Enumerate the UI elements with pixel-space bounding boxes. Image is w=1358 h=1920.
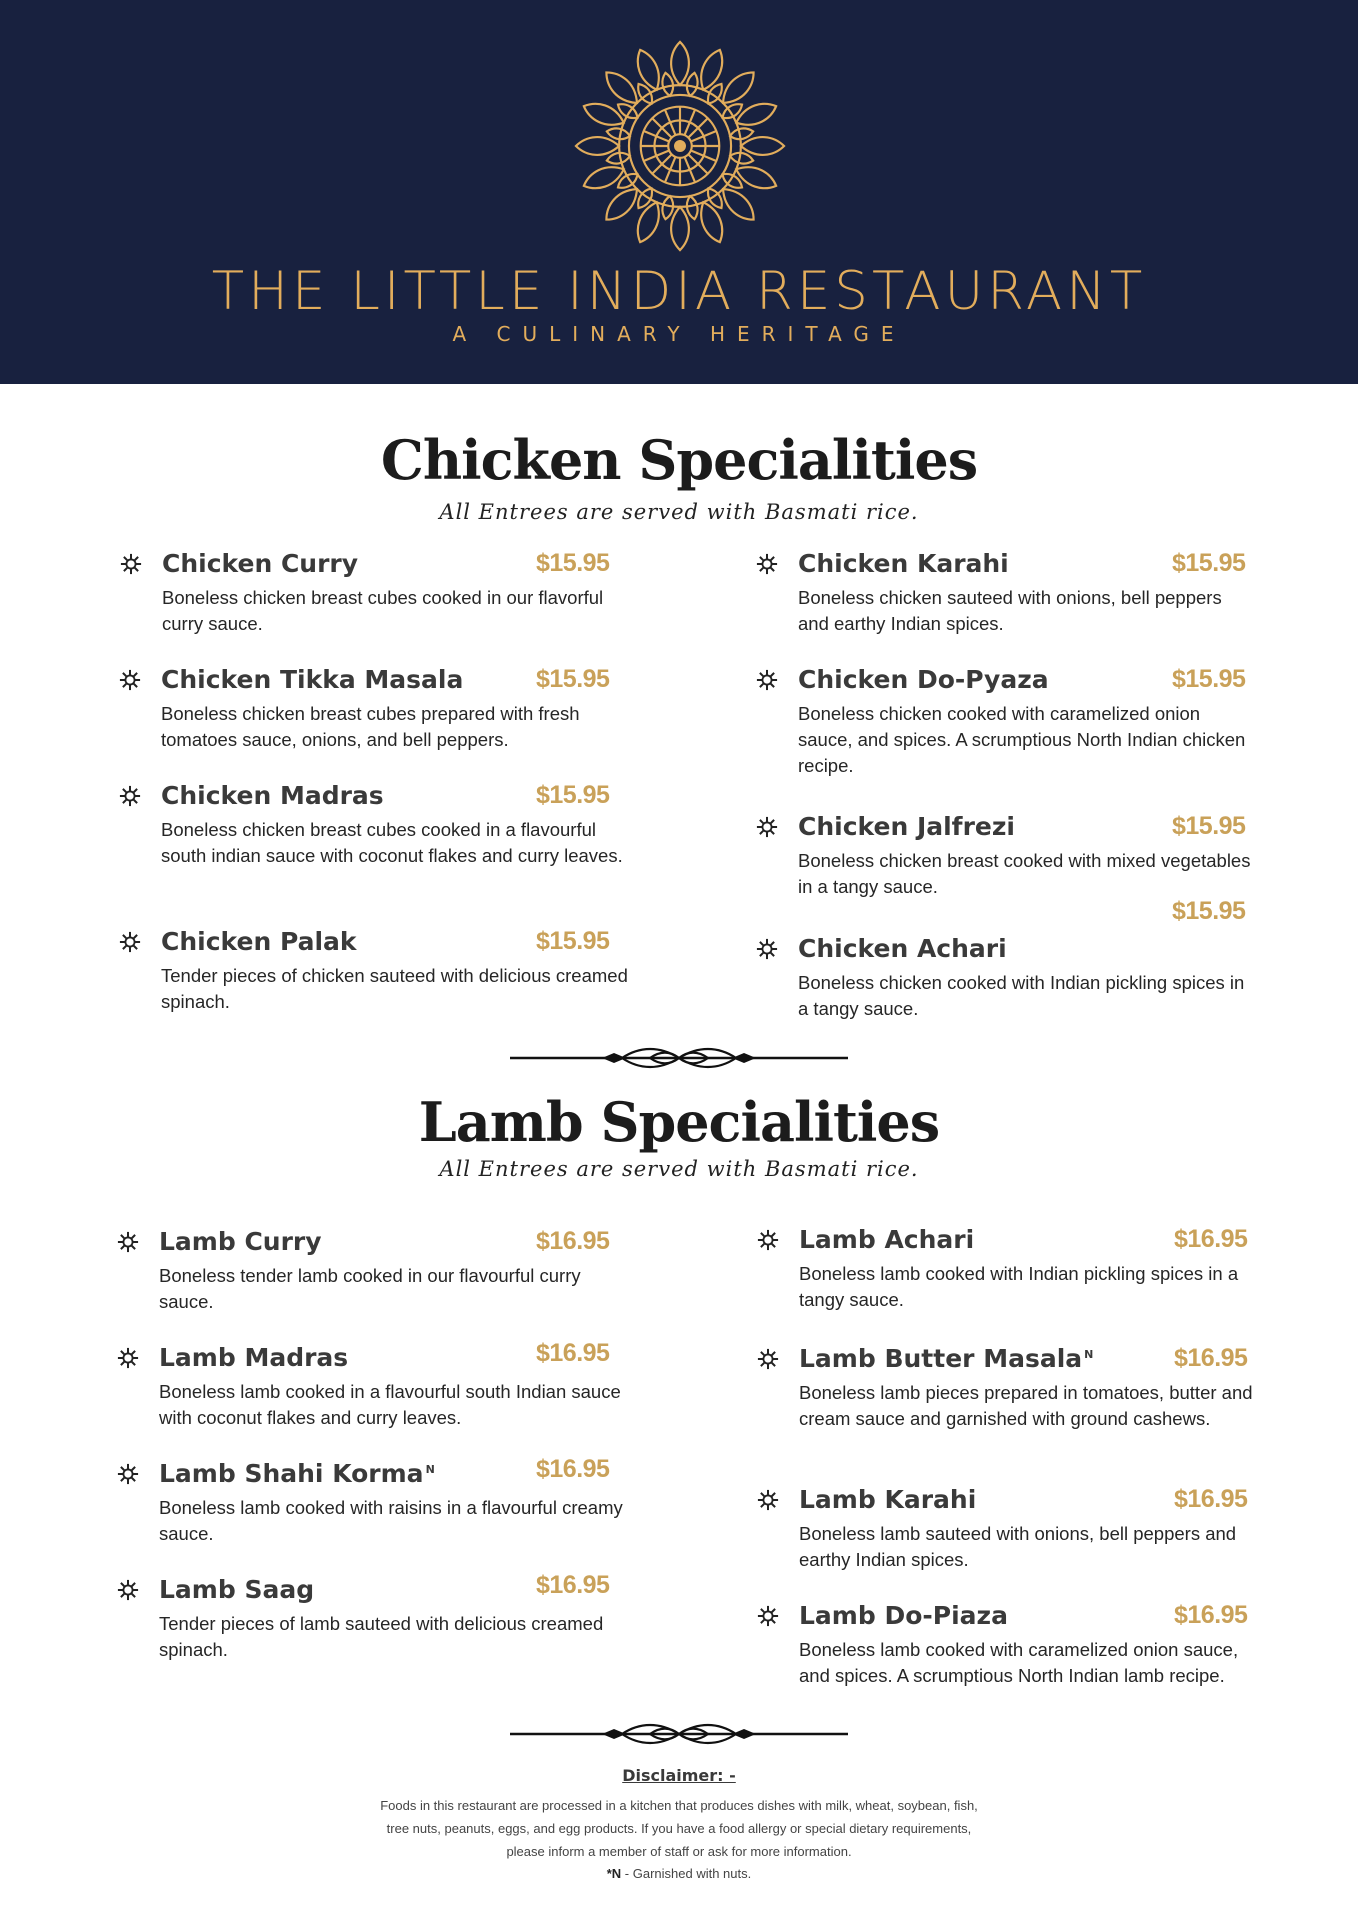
star-icon (757, 1348, 779, 1370)
item-price: $16.95 (536, 1227, 610, 1255)
item-price: $15.95 (1172, 897, 1246, 925)
item-description: Boneless tender lamb cooked in our flavourful curry sauce. (159, 1265, 581, 1312)
star-icon (120, 553, 142, 575)
item-description: Boneless lamb cooked with raisins in a flavourful creamy sauce. (159, 1497, 623, 1544)
item-description: Tender pieces of lamb sauteed with delicious creamed spinach. (159, 1613, 604, 1660)
item-description: Boneless chicken cooked with caramelized onion sauce, and spices. A scrumptious North Indian chicken recipe. (798, 703, 1246, 776)
header-banner (0, 0, 1358, 384)
star-icon (119, 931, 141, 953)
star-icon (119, 785, 141, 807)
lamb-section-subtitle: All Entrees are served with Basmati rice. (439, 1157, 919, 1181)
nuts-mark: N (1084, 1348, 1094, 1361)
item-description: Boneless lamb cooked with caramelized onion sauce, and spices. A scrumptious North Indian lamb recipe. (799, 1639, 1239, 1686)
star-icon (757, 1489, 779, 1511)
item-name: Chicken Curry (162, 549, 359, 578)
item-price: $16.95 (1174, 1485, 1248, 1513)
item-price: $15.95 (536, 665, 610, 693)
star-icon (756, 669, 778, 691)
item-name: Lamb Do-Piaza (799, 1601, 1008, 1630)
item-name: Chicken Do-Pyaza (798, 665, 1049, 694)
chicken-section-subtitle: All Entrees are served with Basmati rice. (439, 500, 919, 524)
note-key: *N (606, 1866, 622, 1881)
item-name: Chicken Achari (798, 934, 1007, 963)
item-description: Boneless chicken breast cubes cooked in our flavorful curry sauce. (162, 587, 604, 634)
star-icon (119, 669, 141, 691)
tagline: A CULINARY HERITAGE (452, 322, 906, 346)
item-description: Boneless lamb pieces prepared in tomatoes, butter and cream sauce and garnished with ground cashews. (799, 1382, 1253, 1429)
item-price: $16.95 (536, 1339, 610, 1367)
disclaimer-title: Disclaimer: - (622, 1766, 736, 1785)
item-price: $16.95 (536, 1455, 610, 1483)
item-name: Lamb Butter Masala $^N$ (799, 1344, 1094, 1373)
star-icon (757, 1229, 779, 1251)
disclaimer-note (0, 1866, 1358, 1881)
star-icon (117, 1231, 139, 1253)
star-icon (756, 938, 778, 960)
item-name: Chicken Karahi (798, 549, 1009, 578)
item-price: $16.95 (1174, 1344, 1248, 1372)
item-name: Lamb Achari (799, 1225, 975, 1254)
item-description: Boneless chicken breast cooked with mixed vegetables in a tangy sauce. (798, 850, 1251, 897)
item-price: $16.95 (1174, 1601, 1248, 1629)
star-icon (117, 1347, 139, 1369)
item-price: $15.95 (1172, 665, 1246, 693)
item-name: Lamb Shahi Korma $^N$ (159, 1459, 435, 1488)
item-price: $15.95 (1172, 812, 1246, 840)
item-description: Boneless chicken breast cubes prepared with fresh tomatoes sauce, onions, and bell peppers. (161, 703, 580, 750)
item-description: Boneless chicken sauteed with onions, bell peppers and earthy Indian spices. (798, 587, 1222, 634)
item-name: Lamb Madras (159, 1343, 349, 1372)
item-price: $15.95 (536, 549, 610, 577)
star-icon (757, 1605, 779, 1627)
item-name: Lamb Saag (159, 1575, 315, 1604)
item-price: $16.95 (536, 1571, 610, 1599)
item-name: Lamb Curry (159, 1227, 322, 1256)
lamb-section-title: Lamb Specialities (418, 1090, 940, 1154)
item-name: Chicken Madras (161, 781, 384, 810)
restaurant-name: THE LITTLE INDIA RESTAURANT (211, 261, 1147, 322)
item-price: $16.95 (1174, 1225, 1248, 1253)
star-icon (117, 1463, 139, 1485)
item-price: $15.95 (536, 927, 610, 955)
star-icon (756, 816, 778, 838)
item-description: Boneless lamb cooked with Indian pickling spices in a tangy sauce. (799, 1263, 1239, 1310)
item-name: Chicken Jalfrezi (798, 812, 1015, 841)
nuts-mark: N (425, 1463, 435, 1476)
item-name: Chicken Tikka Masala (161, 665, 464, 694)
item-description: Boneless lamb cooked in a flavourful south Indian sauce with coconut flakes and curry leaves. (159, 1381, 621, 1428)
menu-item (798, 934, 1253, 1022)
ornamental-divider-icon (510, 1718, 848, 1750)
ornamental-divider-icon (510, 1042, 848, 1074)
item-description: Boneless chicken breast cubes cooked in a flavourful south indian sauce with coconut flakes and curry leaves. (161, 819, 623, 866)
chicken-section-title: Chicken Specialities (380, 428, 978, 492)
item-description: Boneless lamb sauteed with onions, bell peppers and earthy Indian spices. (799, 1523, 1237, 1570)
item-description: Boneless chicken cooked with Indian pickling spices in a tangy sauce. (798, 972, 1245, 1019)
item-name: Chicken Palak (161, 927, 357, 956)
mandala-icon (572, 38, 788, 254)
item-description: Tender pieces of chicken sauteed with delicious creamed spinach. (161, 965, 628, 1012)
item-price: $15.95 (1172, 549, 1246, 577)
star-icon (117, 1579, 139, 1601)
disclaimer-text: Foods in this restaurant are processed in a kitchen that produces dishes with milk, wheat, soybean, fish, tree nuts, peanuts, eggs, and egg products. If you have a food allergy or special dietary requirements, please inform a member of staff or ask for more information. (380, 1798, 978, 1859)
star-icon (756, 553, 778, 575)
item-name: Lamb Karahi (799, 1485, 977, 1514)
item-price: $15.95 (536, 781, 610, 809)
note-text: - Garnished with nuts. (621, 1866, 752, 1881)
